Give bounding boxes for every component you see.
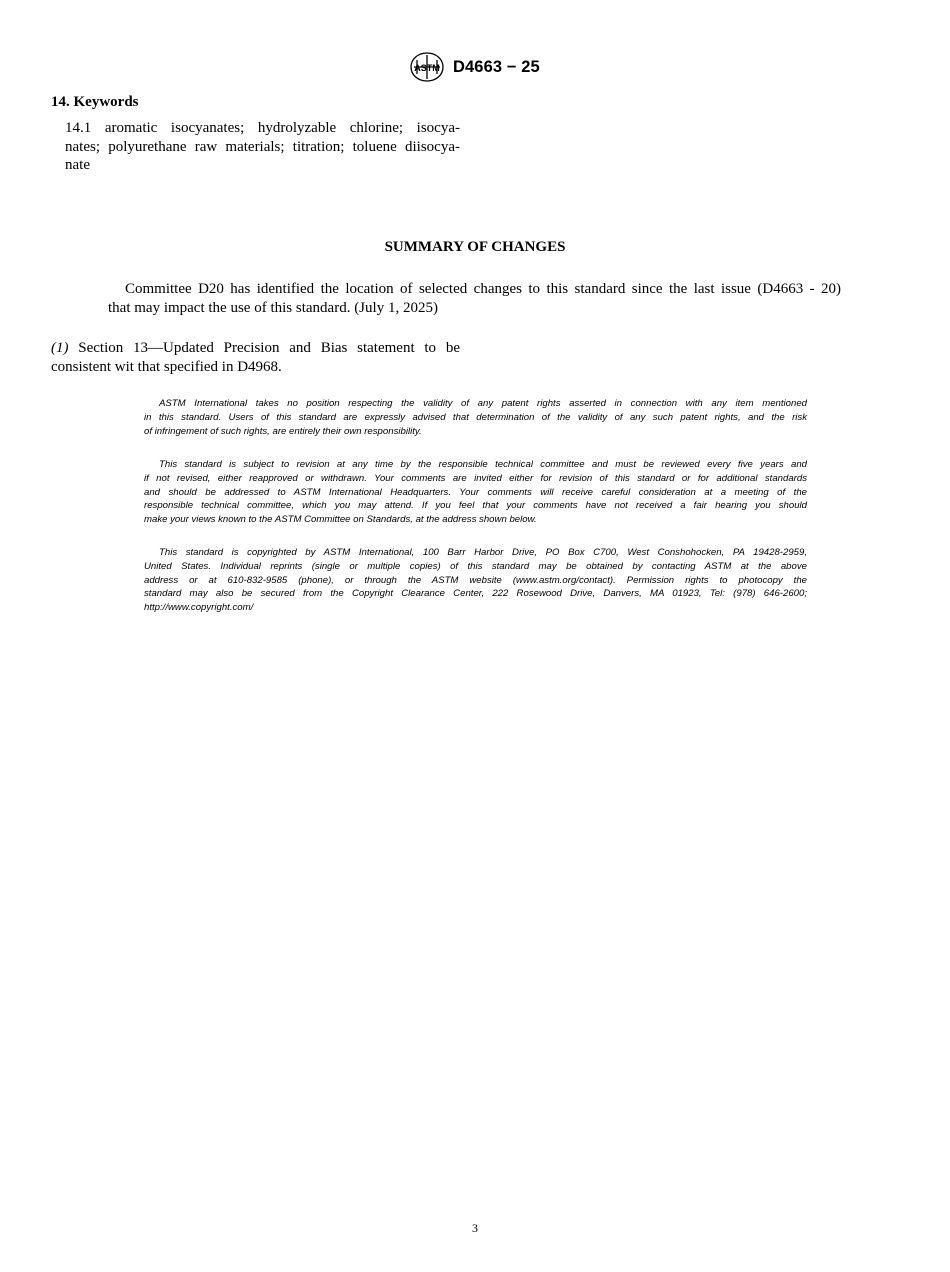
notice-line: in this standard. Users of this standard are expressly advised that determination of the validity of any such patent rights, and the risk	[144, 411, 807, 423]
summary-intro-line: Committee D20 has identified the location of selected changes to this standard since the last issue (D4663 - 20)	[125, 281, 841, 297]
page-number: 3	[472, 1221, 478, 1235]
change-text: Section 13—Updated Precision and Bias statement to be	[68, 340, 460, 356]
patent-notice	[144, 397, 807, 438]
notice-line: and should be addressed to ASTM International Headquarters. Your comments will receive careful consideration at a meeting of the	[144, 486, 807, 498]
notice-line: make your views known to the ASTM Committee on Standards, at the address shown below.	[144, 514, 537, 526]
notice-line: address or at 610-832-9585 (phone), or through the ASTM website (www.astm.org/contact). Permission rights to photocopy the	[144, 574, 807, 586]
summary-of-changes-title: SUMMARY OF CHANGES	[384, 239, 566, 255]
notice-line: ASTM International takes no position respecting the validity of any patent rights asserted in connection with any item mentioned	[159, 398, 807, 409]
summary-intro-line: that may impact the use of this standard. (July 1, 2025)	[108, 300, 438, 316]
notice-line: This standard is subject to revision at any time by the responsible technical committee and must be reviewed every five years and	[159, 459, 807, 470]
keywords-line: nate	[65, 157, 90, 173]
change-item	[51, 339, 460, 376]
keywords-line: 14.1 aromatic isocyanates; hydrolyzable chlorine; isocya-	[65, 120, 460, 136]
notice-line: standard may also be secured from the Copyright Clearance Center, 222 Rosewood Drive, Danvers, MA 01923, Tel: (978) 646-2600;	[144, 588, 807, 600]
notice-line: United States. Individual reprints (single or multiple copies) of this standard may be obtained by contacting ASTM at the above	[144, 560, 807, 572]
section-heading-keywords: 14. Keywords	[51, 94, 139, 110]
keywords-paragraph	[51, 119, 460, 175]
copyright-notice	[144, 546, 807, 615]
svg-text:ASTM: ASTM	[414, 63, 440, 73]
notice-line: responsible technical committee, which you may attend. If you feel that your comments have not received a fair hearing you should	[144, 500, 807, 512]
change-number: (1)	[51, 340, 69, 356]
notice-line: of infringement of such rights, are entirely their own responsibility.	[144, 425, 422, 437]
keywords-line: nates; polyurethane raw materials; titration; toluene diisocya-	[65, 138, 460, 155]
notice-line: http://www.copyright.com/	[144, 602, 254, 614]
notice-line: This standard is copyrighted by ASTM International, 100 Barr Harbor Drive, PO Box C700, West Conshohocken, PA 19428-2959,	[159, 547, 807, 558]
revision-notice	[144, 458, 807, 527]
standard-designation: D4663 − 25	[453, 58, 540, 76]
page-header	[0, 52, 950, 84]
change-text: consistent wit that specified in D4968.	[51, 358, 282, 375]
summary-intro-paragraph	[108, 280, 841, 318]
notice-line: if not revised, either reapproved or withdrawn. Your comments are invited either for revision of this standard or for additional standards	[144, 472, 807, 484]
astm-logo	[408, 52, 446, 82]
